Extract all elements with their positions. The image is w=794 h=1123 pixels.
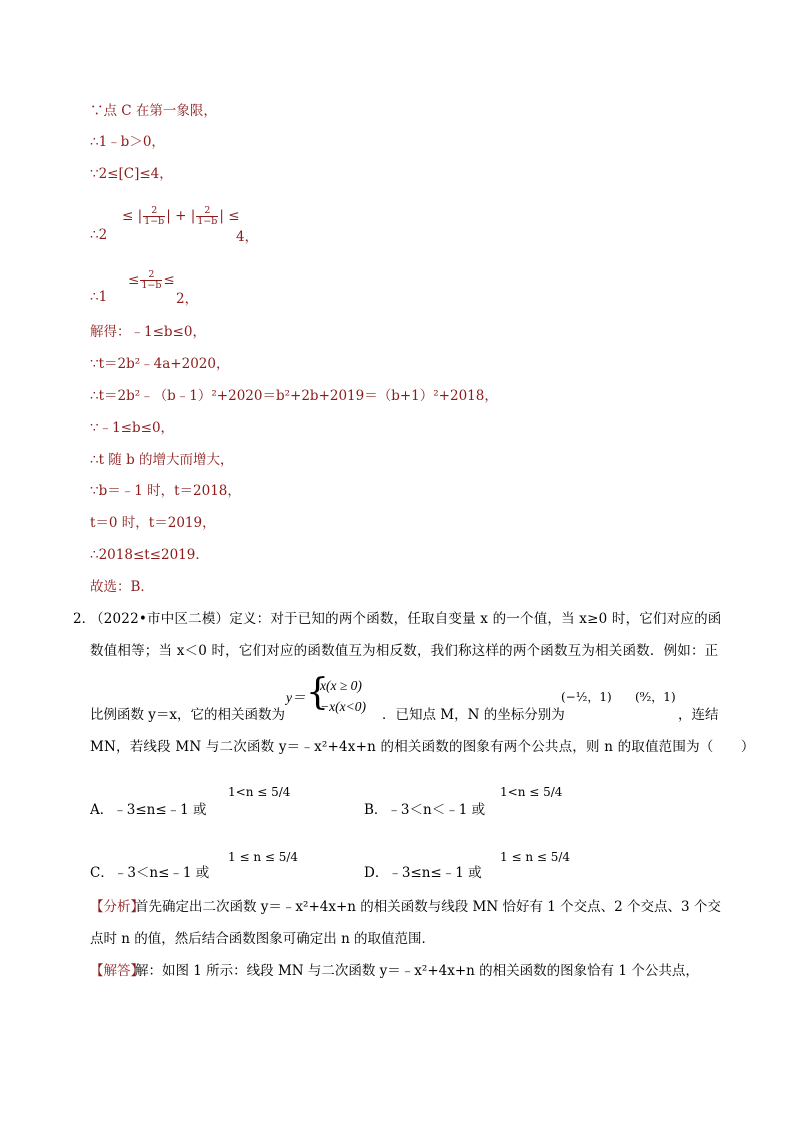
- fraction-num: 2: [140, 270, 162, 281]
- question-line-3b: ．已知点 M，N 的坐标分别为: [382, 707, 565, 723]
- question-line-3a: 比例函数 y＝x，它的相关函数为: [90, 707, 286, 723]
- option-b-cond: 1<n ≤ 5/4: [500, 785, 563, 799]
- option-c[interactable]: C．﹣3＜n≤﹣1 或: [90, 865, 210, 881]
- analysis-line-1: 首先确定出二次函数 y＝﹣x²+4x+n 的相关函数与线段 MN 恰好有 1 个交点、2 个交点、3 个交: [135, 899, 721, 915]
- question-line-2: 数值相等；当 x＜0 时，它们对应的函数值互为相反数，我们称这样的两个函数互为相关函数．例如：正: [90, 643, 719, 659]
- fraction-num: 2: [143, 206, 165, 217]
- fraction-den: 1−b: [197, 216, 218, 227]
- piecewise-case-2: −x(x<0): [320, 699, 366, 714]
- le-symbol: ≤: [163, 272, 175, 288]
- option-a-cond: 1<n ≤ 5/4: [228, 785, 291, 799]
- abs-bar: |: [190, 208, 196, 224]
- solution-line-12: t＝0 时，t＝2019，: [90, 515, 216, 531]
- analysis-tag: 【分析】: [90, 899, 144, 915]
- solution-line-10: ∴t 随 b 的增大而增大，: [90, 452, 234, 468]
- solution-line-4-prefix: ∴2: [90, 227, 108, 243]
- abs-bar: |: [166, 208, 171, 224]
- solution-line-11: ∵b＝﹣1 时，t＝2018，: [90, 483, 241, 499]
- solution-line-3: ∵2≤[C]≤4，: [90, 166, 173, 182]
- solution-line-14: 故选：B．: [90, 579, 154, 595]
- le-symbol: ≤: [228, 208, 240, 224]
- option-c-cond: 1 ≤ n ≤ 5/4: [228, 850, 299, 864]
- option-d-cond: 1 ≤ n ≤ 5/4: [500, 850, 571, 864]
- fraction-den: 1−b: [144, 216, 165, 227]
- solution-line-4-math: [122, 206, 240, 227]
- answer-line-1: 解：如图 1 所示：线段 MN 与二次函数 y＝﹣x²+4x+n 的相关函数的图象恰有 1 个公共点，: [135, 963, 699, 979]
- solution-line-5-tail: 2，: [176, 291, 199, 307]
- question-line-3c: ，连结: [678, 707, 719, 723]
- fraction-den: 1−b: [141, 280, 162, 291]
- solution-line-13: ∴2018≤t≤2019．: [90, 547, 209, 563]
- solution-line-7: ∵t＝2b²﹣4a+2020，: [90, 356, 230, 372]
- coord-N: (⁹⁄₂，1): [635, 690, 676, 704]
- solution-line-6: 解得：﹣1≤b≤0，: [90, 324, 206, 340]
- coord-M: (−½，1): [561, 690, 612, 704]
- piecewise-brace: {: [306, 672, 329, 713]
- solution-line-4-tail: 4，: [236, 229, 259, 245]
- le-symbol: ≤: [128, 272, 140, 288]
- solution-line-2: ∴1﹣b＞0，: [90, 134, 165, 150]
- solution-line-5-math: [128, 270, 175, 291]
- option-a[interactable]: A．﹣3≤n≤﹣1 或: [90, 802, 207, 818]
- solution-line-5-prefix: ∴1: [90, 289, 108, 305]
- plus: +: [175, 208, 187, 224]
- abs-bar: |: [137, 208, 143, 224]
- solution-line-1: ∵点 C 在第一象限，: [90, 103, 217, 119]
- fraction-num: 2: [196, 206, 218, 217]
- solution-line-8: ∴t＝2b²﹣（b﹣1）²+2020＝b²+2b+2019＝（b+1）²+2018，: [90, 388, 498, 404]
- question-line-4: MN，若线段 MN 与二次函数 y＝﹣x²+4x+n 的相关函数的图象有两个公共点，则 n 的取值范围为（ ）: [90, 739, 755, 755]
- answer-tag: 【解答】: [90, 963, 144, 979]
- analysis-line-2: 点时 n 的值，然后结合函数图象可确定出 n 的取值范围．: [90, 931, 436, 947]
- question-number: 2．: [73, 611, 96, 627]
- abs-bar: |: [219, 208, 224, 224]
- option-d[interactable]: D．﹣3≤n≤﹣1 或: [364, 865, 482, 881]
- option-b[interactable]: B．﹣3＜n＜﹣1 或: [364, 802, 486, 818]
- le-symbol: ≤: [122, 208, 134, 224]
- solution-line-9: ∵﹣1≤b≤0，: [90, 420, 175, 436]
- question-line-1: （2022•市中区二模）定义：对于已知的两个函数，任取自变量 x 的一个值，当 x≥0 时，它们对应的函: [90, 611, 722, 627]
- fraction: [140, 270, 162, 291]
- fraction: [143, 206, 165, 227]
- piecewise-case-1: x(x ≥ 0): [320, 678, 362, 693]
- fraction: [196, 206, 218, 227]
- piecewise-y: y＝: [286, 690, 306, 705]
